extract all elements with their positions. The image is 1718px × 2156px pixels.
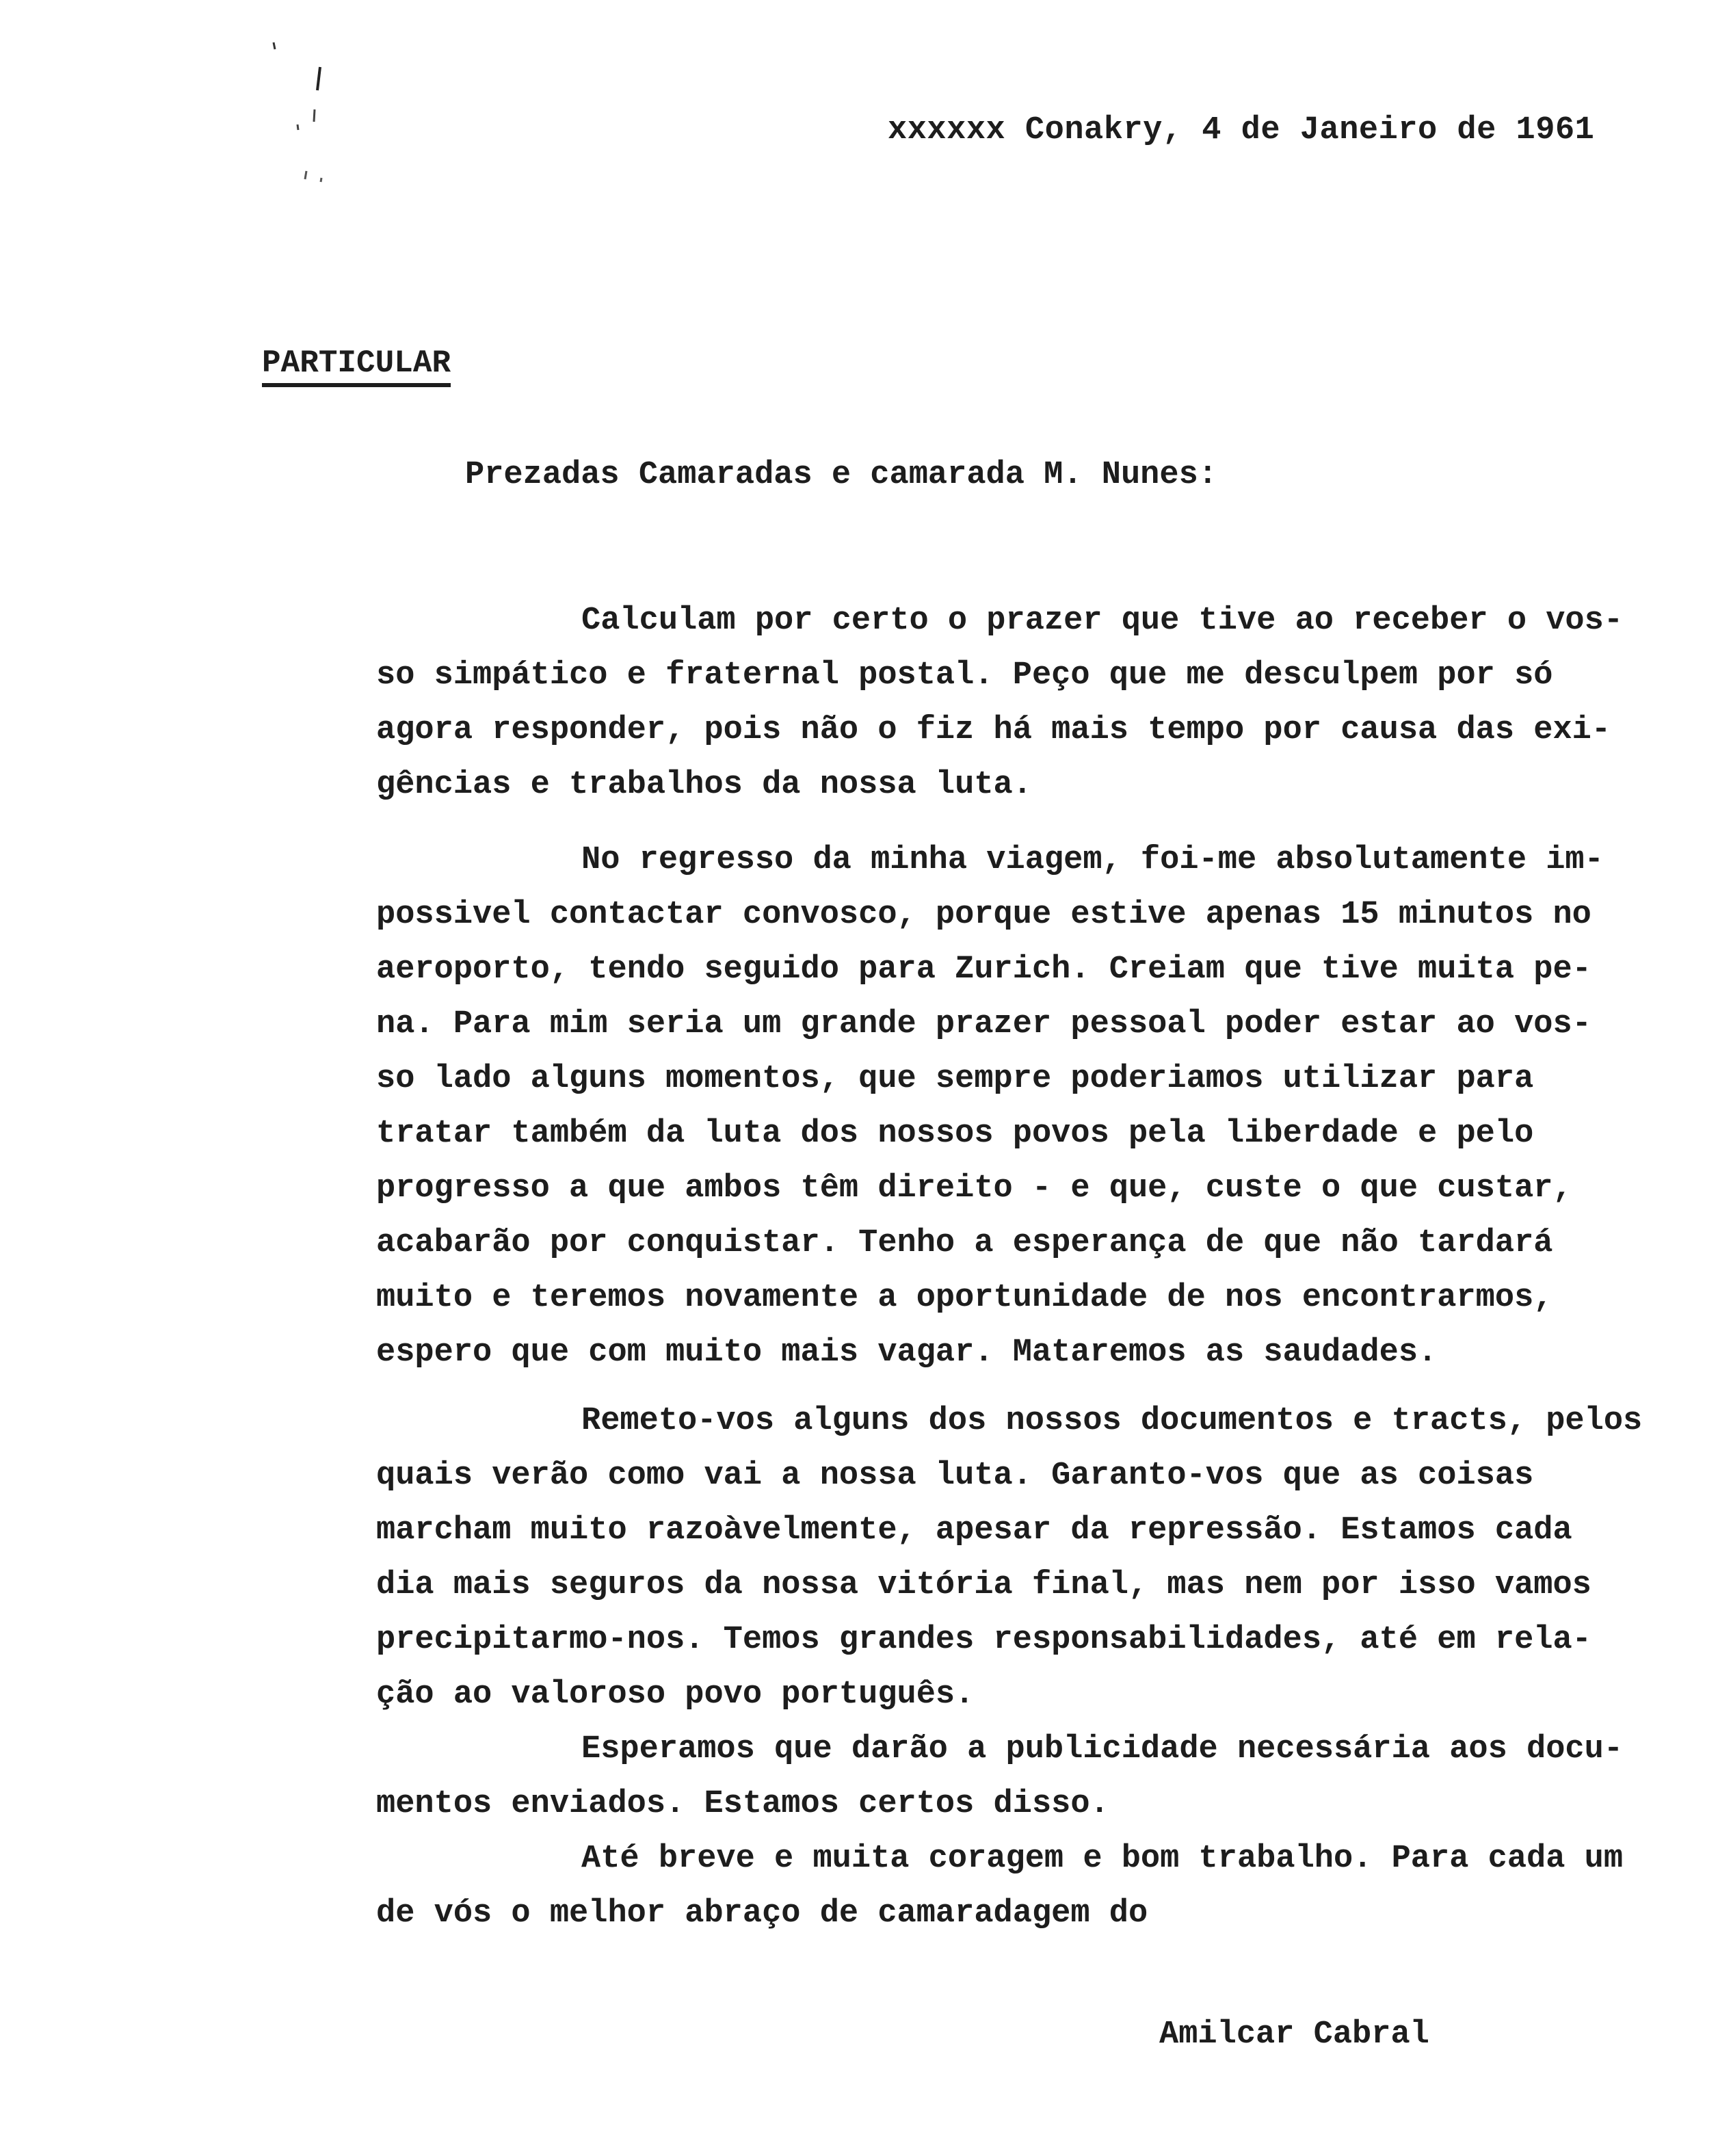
paragraph-line: de vós o melhor abraço de camaradagem do	[376, 1895, 1148, 1932]
date-line: xxxxxx Conakry, 4 de Janeiro de 1961	[888, 112, 1595, 148]
paragraph-1	[376, 594, 1676, 813]
paragraph-line: mentos enviados. Estamos certos disso.	[376, 1786, 1109, 1822]
paragraph-4	[376, 1722, 1676, 1832]
paragraph-line: Remeto-vos alguns dos nossos documentos e tracts, pelos	[581, 1403, 1643, 1439]
paragraph-line: gências e trabalhos da nossa luta.	[376, 767, 1032, 803]
paragraph-line: ção ao valoroso povo português.	[376, 1677, 975, 1713]
classification-heading: PARTICULAR	[262, 345, 451, 387]
paragraph-line: Esperamos que darão a publicidade necessária aos docu-	[581, 1731, 1624, 1767]
paragraph-line: precipitarmo-nos. Temos grandes responsabilidades, até em rela-	[376, 1622, 1591, 1658]
paragraph-line: agora responder, pois não o fiz há mais tempo por causa das exi-	[376, 712, 1611, 748]
paragraph-line: Calculam por certo o prazer que tive ao receber o vos-	[581, 603, 1624, 639]
paragraph-line: dia mais seguros da nossa vitória final, mas nem por isso vamos	[376, 1567, 1591, 1603]
paragraph-5	[376, 1832, 1676, 1941]
paragraph-line: progresso a que ambos têm direito - e que, custe o que custar,	[376, 1170, 1572, 1207]
paragraph-line: quais verão como vai a nossa luta. Garanto-vos que as coisas	[376, 1458, 1534, 1494]
paragraph-line: Até breve e muita coragem e bom trabalho. Para cada um	[581, 1841, 1624, 1877]
paragraph-line: so simpático e fraternal postal. Peço que me desculpem por só	[376, 657, 1553, 694]
margin-pen-marks	[267, 34, 349, 198]
paragraph-line: muito e teremos novamente a oportunidade de nos encontrarmos,	[376, 1280, 1553, 1316]
paragraph-line: espero que com muito mais vagar. Mataremos as saudades.	[376, 1335, 1438, 1371]
salutation: Prezadas Camaradas e camarada M. Nunes:	[465, 457, 1217, 493]
paragraph-3	[376, 1394, 1676, 1722]
paragraph-line: so lado alguns momentos, que sempre poderiamos utilizar para	[376, 1061, 1534, 1097]
paragraph-line: aeroporto, tendo seguido para Zurich. Creiam que tive muita pe-	[376, 951, 1591, 988]
paragraph-line: No regresso da minha viagem, foi-me absolutamente im-	[581, 842, 1604, 878]
signature: Amilcar Cabral	[1159, 2016, 1429, 2053]
paragraph-line: tratar também da luta dos nossos povos pela liberdade e pelo	[376, 1116, 1534, 1152]
paragraph-line: possivel contactar convosco, porque estive apenas 15 minutos no	[376, 897, 1591, 933]
paragraph-line: marcham muito razoàvelmente, apesar da repressão. Estamos cada	[376, 1512, 1572, 1549]
paragraph-2	[376, 833, 1676, 1380]
paragraph-line: na. Para mim seria um grande prazer pessoal poder estar ao vos-	[376, 1006, 1591, 1042]
paragraph-line: acabarão por conquistar. Tenho a esperança de que não tardará	[376, 1225, 1553, 1261]
